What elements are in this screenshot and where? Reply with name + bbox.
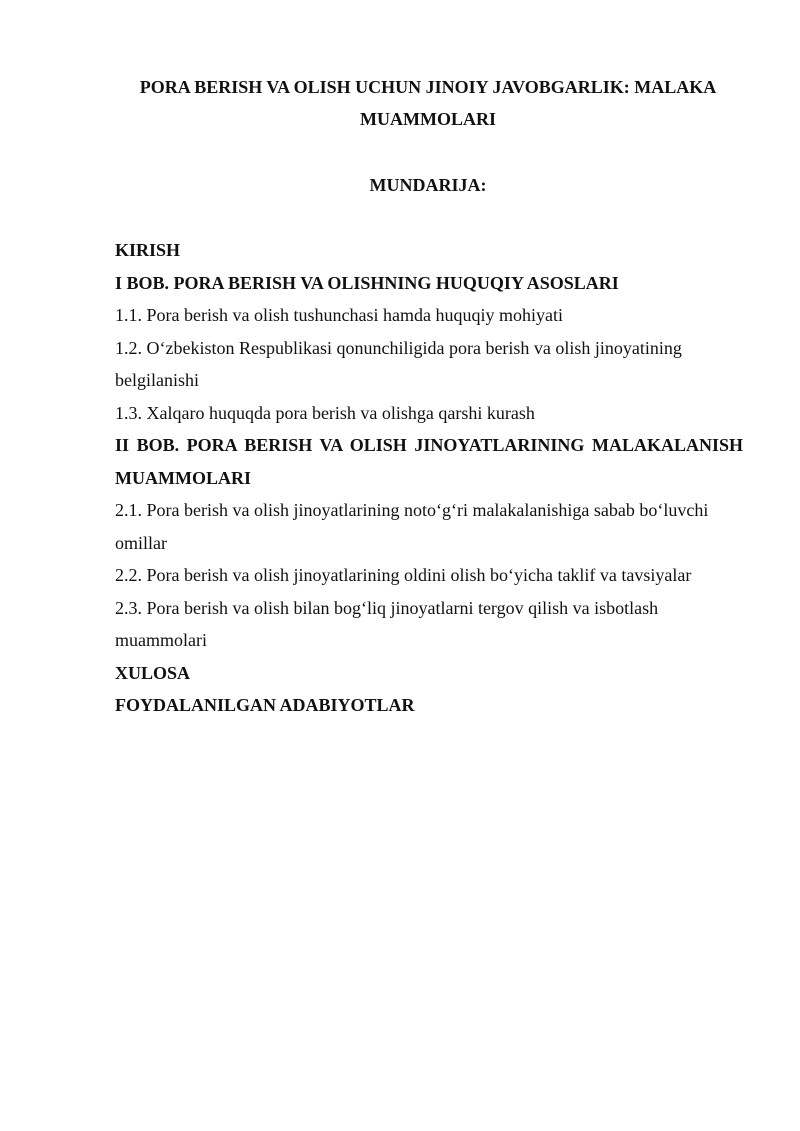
toc-entry-introduction: KIRISH (115, 240, 181, 260)
toc-entry-section-1-1: 1.1. Pora berish va olish tushunchasi hamda huquqiy mohiyati (115, 305, 563, 325)
toc-entry-section-1-3: 1.3. Xalqaro huquqda pora berish va olishga qarshi kurash (115, 402, 535, 423)
contents-heading: MUNDARIJA: (369, 175, 487, 195)
document-title: PORA BERISH VA OLISH UCHUN JINOIY JAVOBGARLIK: MALAKA MUAMMOLARI (139, 77, 717, 129)
toc-entry-references: FOYDALANILGAN ADABIYOTLAR (115, 695, 415, 715)
toc-entry-chapter-1: I BOB. PORA BERISH VA OLISHNING HUQUQIY ASOSLARI (115, 272, 619, 293)
toc-entry-conclusion: XULOSA (115, 662, 191, 683)
table-of-contents (115, 234, 743, 722)
toc-entry-section-2-2: 2.2. Pora berish va olish jinoyatlarining oldini olish bo‘yicha taklif va tavsiyalar (115, 565, 692, 585)
toc-entry-section-2-3: 2.3. Pora berish va olish bilan bog‘liq jinoyatlarni tergov qilish va isbotlash muammolari (115, 597, 659, 650)
toc-entry-chapter-2: II BOB. PORA BERISH VA OLISH JINOYATLARINING MALAKALANISH MUAMMOLARI (115, 435, 743, 488)
toc-entry-section-1-2: 1.2. O‘zbekiston Respublikasi qonunchiligida pora berish va olish jinoyatining belgilanishi (115, 337, 682, 390)
toc-entry-section-2-1: 2.1. Pora berish va olish jinoyatlarining noto‘g‘ri malakalanishiga sabab bo‘luvchi omillar (115, 500, 709, 553)
